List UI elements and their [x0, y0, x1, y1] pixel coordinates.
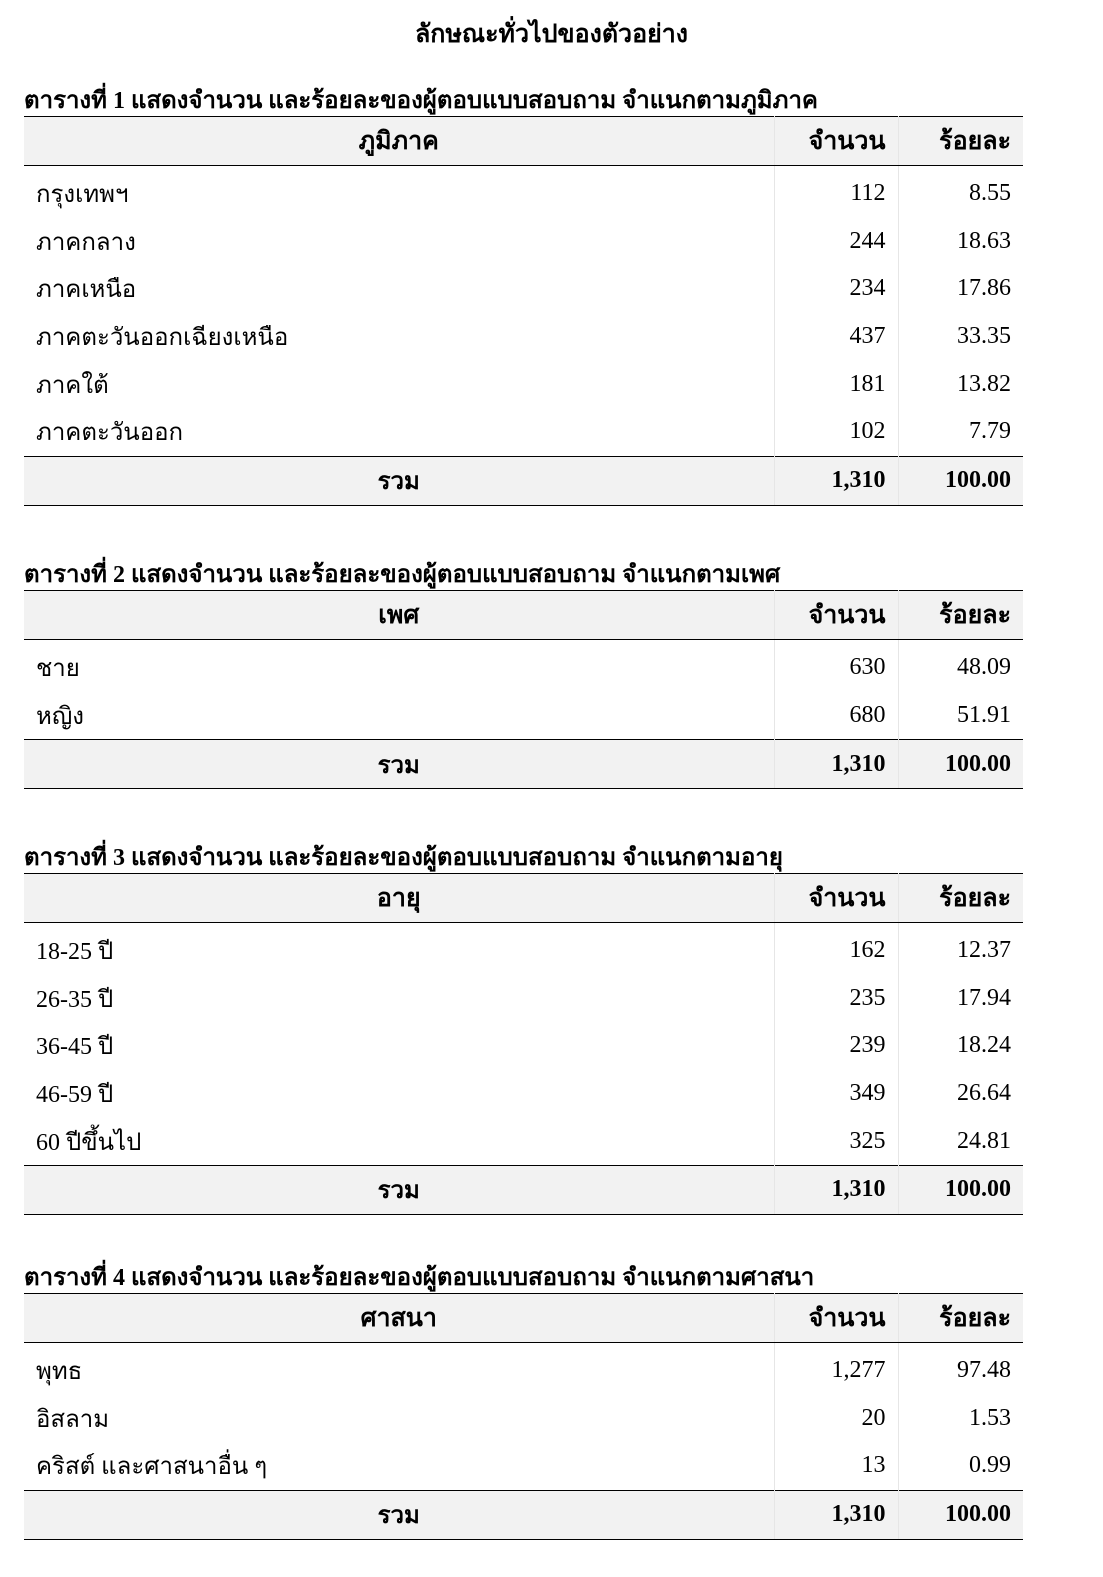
row-count: 244 — [774, 218, 898, 266]
table-region — [24, 560, 1023, 789]
row-count: 234 — [774, 265, 898, 313]
total-row — [24, 1165, 1023, 1214]
row-count: 239 — [774, 1022, 898, 1070]
total-label: รวม — [24, 1165, 774, 1214]
total-percent: 100.00 — [898, 1490, 1023, 1539]
table-region — [24, 86, 1023, 506]
data-table — [24, 1293, 1023, 1540]
row-percent: 26.64 — [957, 1080, 1011, 1107]
table-row — [24, 692, 1023, 740]
table-row — [24, 408, 1023, 456]
total-label: รวม — [24, 740, 774, 789]
column-header-category: ศาสนา — [24, 1294, 774, 1343]
table-region — [24, 1263, 1023, 1540]
table-row — [24, 1442, 1023, 1490]
row-label: ชาย — [24, 640, 774, 692]
table-row — [24, 166, 1023, 218]
row-percent: 97.48 — [957, 1357, 1011, 1384]
row-percent: 7.79 — [969, 418, 1011, 445]
column-header-category: อายุ — [24, 874, 774, 923]
column-header-percent: ร้อยละ — [898, 591, 1023, 640]
row-count: 162 — [774, 923, 898, 975]
total-count: 1,310 — [774, 1490, 898, 1539]
row-percent: 18.24 — [957, 1032, 1011, 1059]
row-label: 26-35 ปี — [24, 975, 774, 1023]
table-row — [24, 640, 1023, 692]
row-label: 60 ปีขึ้นไป — [24, 1117, 774, 1165]
data-table — [24, 590, 1023, 789]
row-percent: 12.37 — [957, 937, 1011, 964]
row-label: อิสลาม — [24, 1395, 774, 1443]
table-caption: ตารางที่ 4 แสดงจำนวน และร้อยละของผู้ตอบแบบสอบถาม จำแนกตามศาสนา — [24, 1265, 815, 1291]
row-percent: 8.55 — [969, 180, 1011, 207]
total-label: รวม — [24, 456, 774, 505]
row-count: 437 — [774, 313, 898, 361]
row-count: 630 — [774, 640, 898, 692]
column-header-percent: ร้อยละ — [898, 117, 1023, 166]
row-percent: 17.86 — [957, 275, 1011, 302]
row-percent: 18.63 — [957, 227, 1011, 254]
row-label: 46-59 ปี — [24, 1070, 774, 1118]
row-count: 325 — [774, 1117, 898, 1165]
row-percent: 13.82 — [957, 370, 1011, 397]
row-percent: 24.81 — [957, 1127, 1011, 1154]
column-header-category: ภูมิภาค — [24, 117, 774, 166]
row-count: 181 — [774, 360, 898, 408]
total-percent: 100.00 — [898, 456, 1023, 505]
total-label: รวม — [24, 1490, 774, 1539]
row-label: คริสต์ และศาสนาอื่น ๆ — [24, 1442, 774, 1490]
column-header-count: จำนวน — [774, 117, 898, 166]
table-row — [24, 923, 1023, 975]
total-percent: 100.00 — [898, 740, 1023, 789]
row-count: 112 — [774, 166, 898, 218]
table-header-row — [24, 117, 1023, 166]
row-percent: 33.35 — [957, 323, 1011, 350]
table-row — [24, 1117, 1023, 1165]
row-percent: 0.99 — [969, 1452, 1011, 1479]
data-table — [24, 873, 1023, 1215]
row-label: 18-25 ปี — [24, 923, 774, 975]
row-label: ภาคตะวันออกเฉียงเหนือ — [24, 313, 774, 361]
row-count: 349 — [774, 1070, 898, 1118]
row-count: 20 — [774, 1395, 898, 1443]
total-row — [24, 740, 1023, 789]
row-label: ภาคตะวันออก — [24, 408, 774, 456]
row-count: 235 — [774, 975, 898, 1023]
row-count: 13 — [774, 1442, 898, 1490]
row-count: 1,277 — [774, 1343, 898, 1395]
row-label: ภาคเหนือ — [24, 265, 774, 313]
table-caption: ตารางที่ 2 แสดงจำนวน และร้อยละของผู้ตอบแบบสอบถาม จำแนกตามเพศ — [24, 562, 781, 588]
column-header-category: เพศ — [24, 591, 774, 640]
row-label: พุทธ — [24, 1343, 774, 1395]
table-row — [24, 313, 1023, 361]
column-header-count: จำนวน — [774, 874, 898, 923]
table-row — [24, 218, 1023, 266]
total-count: 1,310 — [774, 1165, 898, 1214]
row-label: 36-45 ปี — [24, 1022, 774, 1070]
total-count: 1,310 — [774, 740, 898, 789]
total-row — [24, 1490, 1023, 1539]
total-count: 1,310 — [774, 456, 898, 505]
table-row — [24, 265, 1023, 313]
row-label: หญิง — [24, 692, 774, 740]
table-row — [24, 975, 1023, 1023]
column-header-percent: ร้อยละ — [898, 1294, 1023, 1343]
column-header-count: จำนวน — [774, 1294, 898, 1343]
row-percent: 51.91 — [957, 701, 1011, 728]
row-label: กรุงเทพฯ — [24, 166, 774, 218]
table-row — [24, 1343, 1023, 1395]
total-row — [24, 456, 1023, 505]
page-title: ลักษณะทั่วไปของตัวอย่าง — [414, 21, 688, 48]
row-percent: 17.94 — [957, 984, 1011, 1011]
row-percent: 1.53 — [969, 1404, 1011, 1431]
table-caption: ตารางที่ 3 แสดงจำนวน และร้อยละของผู้ตอบแบบสอบถาม จำแนกตามอายุ — [24, 845, 783, 871]
row-count: 680 — [774, 692, 898, 740]
data-table — [24, 116, 1023, 506]
table-header-row — [24, 1294, 1023, 1343]
table-caption: ตารางที่ 1 แสดงจำนวน และร้อยละของผู้ตอบแบบสอบถาม จำแนกตามภูมิภาค — [24, 88, 818, 114]
row-label: ภาคใต้ — [24, 360, 774, 408]
row-percent: 48.09 — [957, 654, 1011, 681]
table-row — [24, 1395, 1023, 1443]
row-label: ภาคกลาง — [24, 218, 774, 266]
table-row — [24, 1070, 1023, 1118]
table-header-row — [24, 591, 1023, 640]
table-region — [24, 843, 1023, 1215]
column-header-count: จำนวน — [774, 591, 898, 640]
table-header-row — [24, 874, 1023, 923]
column-header-percent: ร้อยละ — [898, 874, 1023, 923]
row-count: 102 — [774, 408, 898, 456]
table-row — [24, 360, 1023, 408]
total-percent: 100.00 — [898, 1165, 1023, 1214]
table-row — [24, 1022, 1023, 1070]
